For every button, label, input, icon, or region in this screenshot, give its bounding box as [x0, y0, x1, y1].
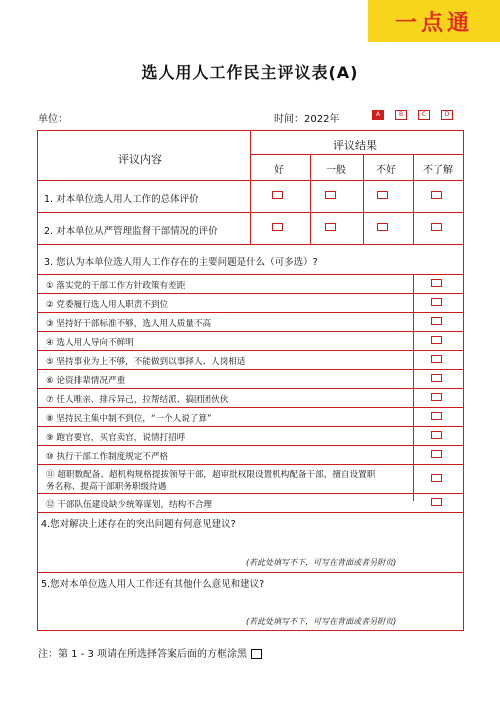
- header-result: 评议结果: [333, 139, 377, 152]
- issue-8-checkbox[interactable]: [431, 412, 442, 420]
- issue-10-text: ⑩ 执行干部工作制度规定不严格: [46, 452, 169, 462]
- issue-11-text-line1: ⑪ 超职数配备、超机构规格提拔领导干部，超审批权限设置机构配备干部，擅自设置职: [46, 470, 376, 480]
- issue-6-checkbox[interactable]: [431, 374, 442, 382]
- issue-7-text: ⑦ 任人唯亲、排斥异己，拉帮结派、搞团团伙伙: [46, 395, 229, 405]
- q1-good-checkbox[interactable]: [272, 191, 283, 199]
- divider: [250, 154, 463, 155]
- issue-row-7: [38, 388, 463, 407]
- option-b-box[interactable]: B: [395, 110, 407, 120]
- issue-row-2: [38, 293, 463, 312]
- issue-row-8: [38, 407, 463, 426]
- option-a-box[interactable]: A: [372, 110, 384, 120]
- issue-row-3: [38, 312, 463, 331]
- issue-row-5: [38, 350, 463, 369]
- option-d-box[interactable]: D: [441, 110, 453, 120]
- issue-10-checkbox[interactable]: [431, 450, 442, 458]
- issue-row-12: [38, 493, 463, 512]
- unit-label: 单位：: [38, 114, 68, 125]
- issue-3-text: ③ 坚持好干部标准不够，选人用人质量不高: [46, 319, 212, 329]
- issue-row-10: [38, 445, 463, 464]
- issue-row-9: [38, 426, 463, 445]
- question-1-text: 1. 对本单位选人用人工作的总体评价: [44, 194, 199, 205]
- issue-6-text: ⑥ 论资排辈情况严重: [46, 376, 126, 386]
- footer-note: [38, 645, 262, 660]
- q1-average-checkbox[interactable]: [325, 191, 336, 199]
- header-col-average: 一般: [326, 165, 346, 176]
- issue-1-text: ① 落实党的干部工作方针政策有差距: [46, 281, 186, 291]
- q2-bad-checkbox[interactable]: [377, 223, 388, 231]
- issue-row-1: [38, 274, 463, 293]
- issue-9-checkbox[interactable]: [431, 431, 442, 439]
- question-5-note: (若此处填写不下，可写在背面或者另附页): [246, 617, 397, 626]
- question-5-text: 5.您对本单位选人用人工作还有其他什么意见和建议?: [41, 579, 265, 590]
- issue-11-checkbox[interactable]: [431, 474, 442, 482]
- issue-9-text: ⑨ 跑官要官，买官卖官，说情打招呼: [46, 433, 186, 443]
- question-2-text: 2. 对本单位从严管理监督干部情况的评价: [44, 226, 218, 237]
- q1-unknown-checkbox[interactable]: [431, 191, 442, 199]
- header-col-good: 好: [274, 165, 284, 176]
- q2-unknown-checkbox[interactable]: [431, 223, 442, 231]
- footer-example-box: [251, 649, 262, 659]
- issue-row-11: [38, 464, 463, 493]
- issue-5-checkbox[interactable]: [431, 355, 442, 363]
- issue-8-text: ⑧ 坚持民主集中制不到位，“一个人说了算”: [46, 414, 212, 424]
- yidiantong-logo: 一点通: [368, 0, 500, 42]
- issue-11-text-line2: 务名称、提高干部职务职级待遇: [46, 482, 167, 492]
- q2-average-checkbox[interactable]: [325, 223, 336, 231]
- question-3-text: 3. 您认为本单位选人用人工作存在的主要问题是什么（可多选）?: [44, 257, 318, 268]
- header-col-bad: 不好: [376, 165, 396, 176]
- question-2-row: [38, 212, 463, 244]
- question-4-note: (若此处填写不下，可写在背面或者另附页): [246, 558, 397, 567]
- issue-row-4: [38, 331, 463, 350]
- time-label: 时间：2022年: [274, 114, 340, 125]
- issue-4-text: ④ 选人用人导向不鲜明: [46, 338, 134, 348]
- issue-4-checkbox[interactable]: [431, 336, 442, 344]
- header-col-unknown: 不了解: [423, 165, 453, 176]
- question-5-row[interactable]: [38, 572, 463, 631]
- issue-row-6: [38, 369, 463, 388]
- issue-7-checkbox[interactable]: [431, 393, 442, 401]
- issue-1-checkbox[interactable]: [431, 279, 442, 287]
- issue-12-text: ⑫ 干部队伍建设缺少统筹谋划，结构不合理: [46, 500, 213, 510]
- form-title: 选人用人工作民主评议表(A): [141, 63, 359, 82]
- issue-2-text: ② 党委履行选人用人职责不到位: [46, 300, 169, 310]
- issue-3-checkbox[interactable]: [431, 317, 442, 325]
- option-c-box[interactable]: C: [418, 110, 430, 120]
- question-4-text: 4.您对解决上述存在的突出问题有何意见建议?: [41, 519, 236, 530]
- q2-good-checkbox[interactable]: [272, 223, 283, 231]
- question-3-row: [38, 244, 463, 274]
- evaluation-table: [37, 130, 464, 631]
- footer-text: 注：第 1 - 3 项请在所选择答案后面的方框涂黑: [38, 649, 248, 660]
- question-1-row: [38, 180, 463, 212]
- question-4-row[interactable]: [38, 512, 463, 572]
- q1-bad-checkbox[interactable]: [377, 191, 388, 199]
- issue-12-checkbox[interactable]: [431, 498, 442, 506]
- issue-5-text: ⑤ 坚持事业为上不够，不能做到以事择人、人岗相适: [46, 357, 246, 367]
- version-options: [372, 110, 453, 120]
- issue-2-checkbox[interactable]: [431, 298, 442, 306]
- header-content: 评议内容: [118, 153, 162, 166]
